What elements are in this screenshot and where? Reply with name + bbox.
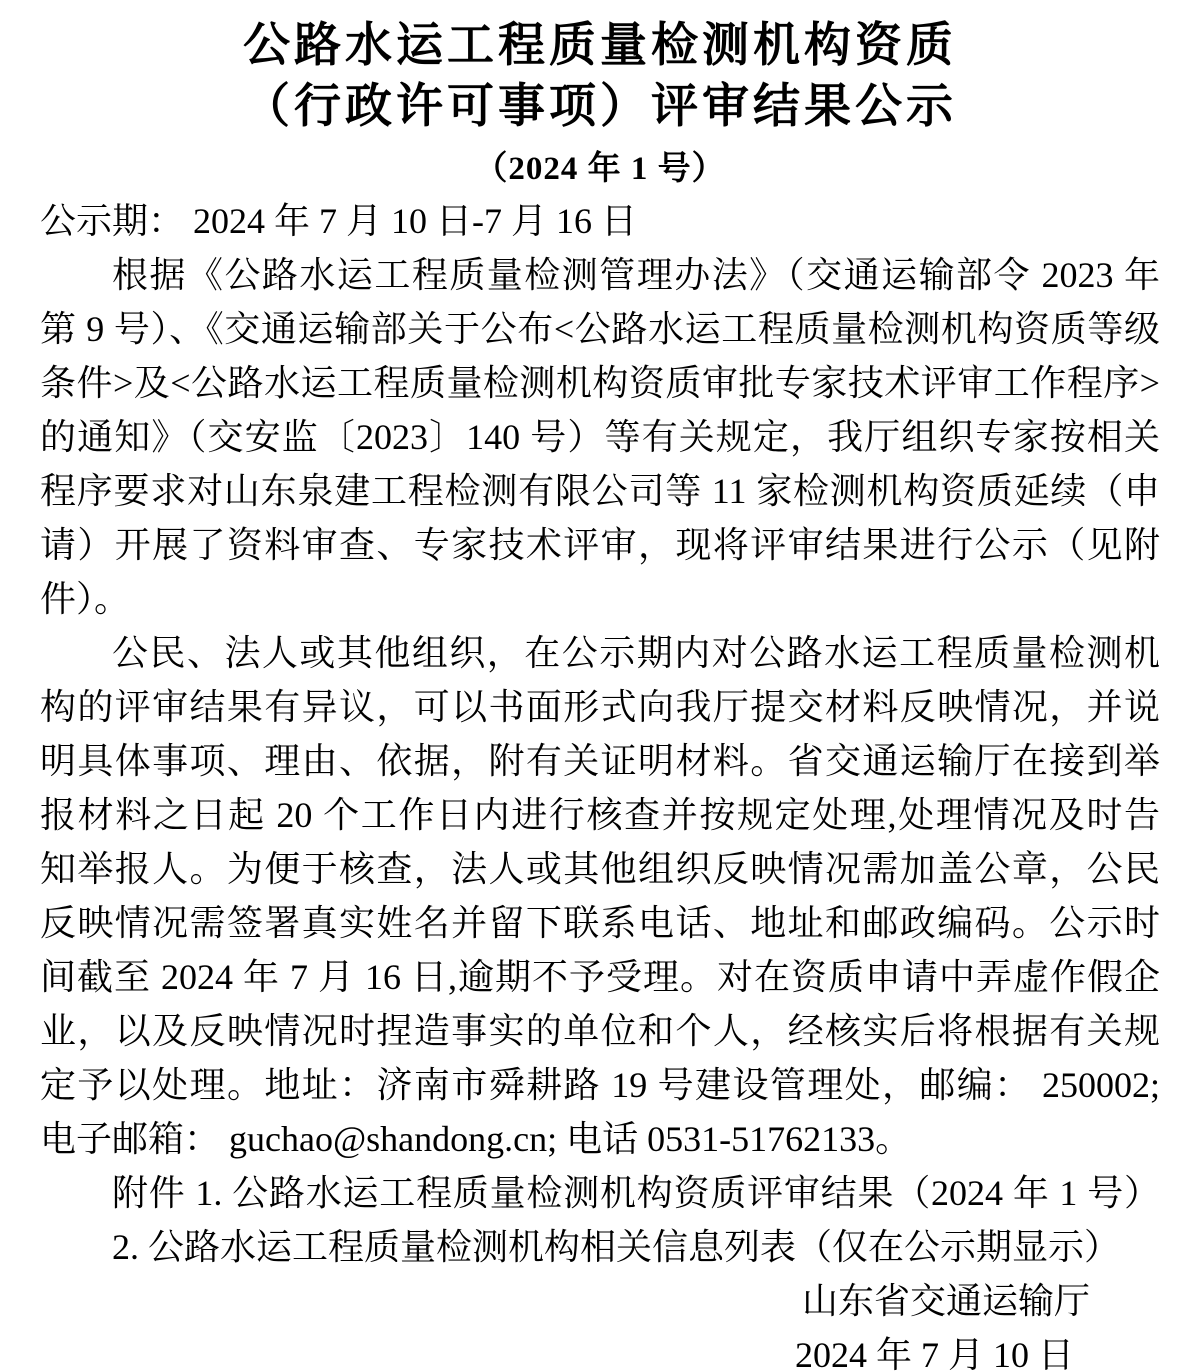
body-line-attachment-2: 2. 公路水运工程质量检测机构相关信息列表（仅在公示期显示） (112, 1227, 1121, 1267)
title-line-2: （行政许可事项）评审结果公示 (243, 81, 957, 133)
body-line-publicity-period: 公示期： 2024 年 7 月 10 日-7 月 16 日 (40, 201, 637, 241)
body-line: 报材料之日起 20 个工作日内进行核查并按规定处理,处理情况及时告 (40, 795, 1160, 835)
body-line: 根据《公路水运工程质量检测管理办法》（交通运输部令 2023 年 (112, 255, 1160, 295)
body-line: 业，以及反映情况时捏造事实的单位和个人，经核实后将根据有关规 (40, 1011, 1160, 1051)
document-title (40, 16, 1160, 138)
body-line: 反映情况需签署真实姓名并留下联系电话、地址和邮政编码。公示时 (40, 903, 1160, 943)
body-line: 条件>及<公路水运工程质量检测机构资质审批专家技术评审工作程序> (40, 363, 1160, 403)
signature-issuer: 山东省交通运输厅 (801, 1281, 1090, 1321)
body-line: 公民、法人或其他组织，在公示期内对公路水运工程质量检测机 (112, 633, 1160, 673)
body-line: 请）开展了资料审查、专家技术评审，现将评审结果进行公示（见附 (40, 525, 1160, 565)
body-line: 构的评审结果有异议，可以书面形式向我厅提交材料反映情况，并说 (40, 687, 1160, 727)
body-line: 明具体事项、理由、依据，附有关证明材料。省交通运输厅在接到举 (40, 741, 1160, 781)
body-line: 程序要求对山东泉建工程检测有限公司等 11 家检测机构资质延续（申 (40, 471, 1160, 511)
document-number: （2024 年 1 号） (474, 151, 726, 187)
body-line: 知举报人。为便于核查，法人或其他组织反映情况需加盖公章，公民 (40, 849, 1160, 889)
body-line-address: 定予以处理。地址：济南市舜耕路 19 号建设管理处，邮编： 250002; (40, 1065, 1160, 1105)
body-line: 间截至 2024 年 7 月 16 日,逾期不予受理。对在资质申请中弄虚作假企 (40, 957, 1160, 997)
body-line-attachment-1: 附件 1. 公路水运工程质量检测机构资质评审结果（2024 年 1 号） (112, 1173, 1160, 1213)
signature-date: 2024 年 7 月 10 日 (794, 1335, 1074, 1372)
body-line: 的通知》（交安监〔2023〕140 号）等有关规定，我厅组织专家按相关 (40, 417, 1160, 457)
body-line: 件）。 (40, 579, 131, 619)
document-body (40, 194, 1160, 1372)
body-line: 第 9 号）、《交通运输部关于公布<公路水运工程质量检测机构资质等级 (40, 309, 1160, 349)
body-line-email-phone: 电子邮箱： guchao@shandong.cn; 电话 0531-51762133。 (40, 1119, 912, 1159)
title-line-1: 公路水运工程质量检测机构资质 (243, 20, 957, 72)
